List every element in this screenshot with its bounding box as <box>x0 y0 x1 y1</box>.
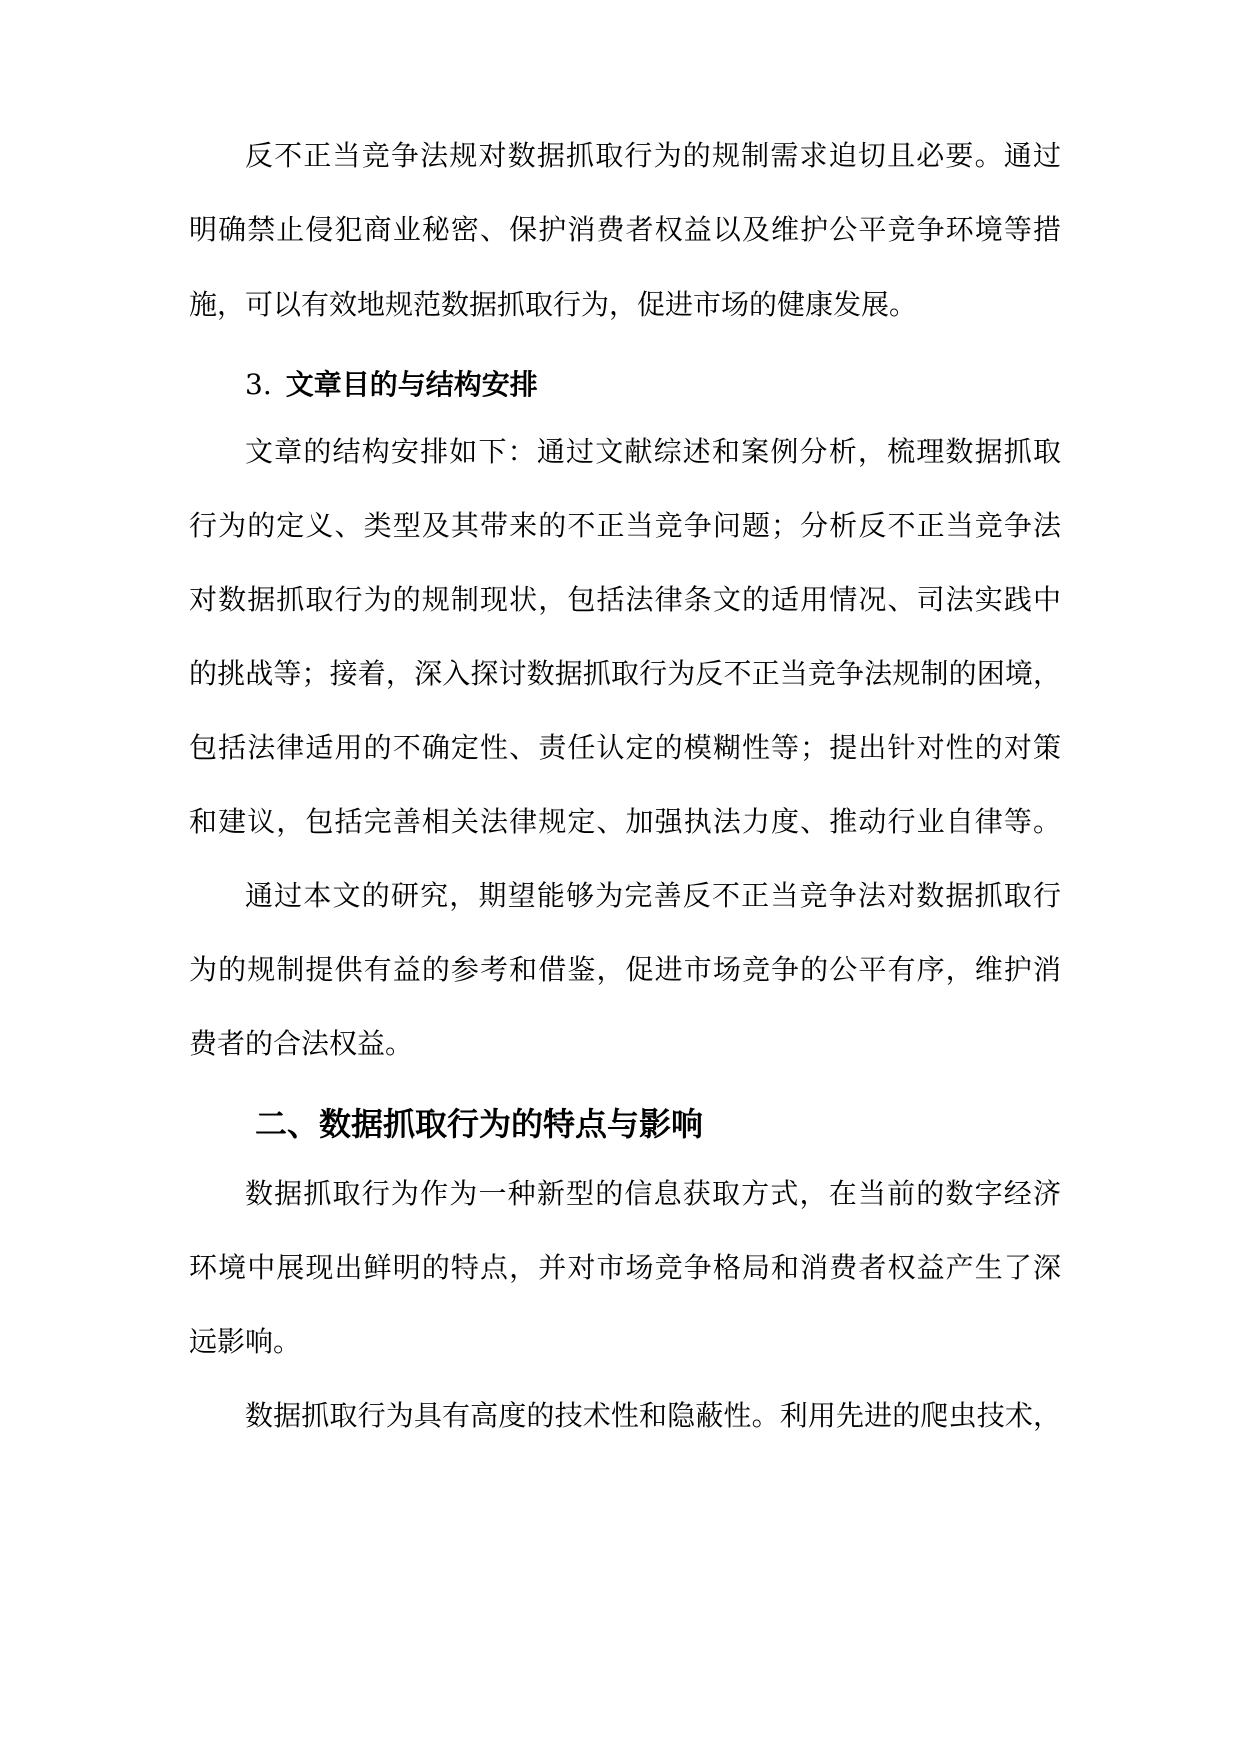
paragraph-line: 环境中展现出鲜明的特点，并对市场竞争格局和消费者权益产生了深 <box>189 1251 1061 1284</box>
paragraph-line: 反不正当竞争法规对数据抓取行为的规制需求迫切且必要。通过 <box>245 139 1061 172</box>
paragraph-line: 文章的结构安排如下：通过文献综述和案例分析，梳理数据抓取 <box>245 435 1061 468</box>
section-heading: 二、数据抓取行为的特点与影响 <box>255 1105 704 1143</box>
paragraph-line: 包括法律适用的不确定性、责任认定的模糊性等；提出针对性的对策 <box>189 731 1061 764</box>
subsection-title: 文章目的与结构安排 <box>285 368 538 401</box>
paragraph-line: 通过本文的研究，期望能够为完善反不正当竞争法对数据抓取行 <box>245 879 1061 912</box>
paragraph-line: 费者的合法权益。 <box>189 1027 414 1060</box>
paragraph-line: 行为的定义、类型及其带来的不正当竞争问题；分析反不正当竞争法 <box>189 509 1061 542</box>
paragraph-line: 数据抓取行为具有高度的技术性和隐蔽性。利用先进的爬虫技术， <box>245 1399 1061 1432</box>
paragraph-line: 的挑战等；接着，深入探讨数据抓取行为反不正当竞争法规制的困境， <box>189 657 1061 690</box>
subsection-number: 3. <box>245 368 272 401</box>
paragraph-line: 和建议，包括完善相关法律规定、加强执法力度、推动行业自律等。 <box>189 805 1061 838</box>
paragraph-line: 数据抓取行为作为一种新型的信息获取方式，在当前的数字经济 <box>245 1177 1061 1210</box>
paragraph-line: 远影响。 <box>189 1325 302 1358</box>
paragraph-line: 明确禁止侵犯商业秘密、保护消费者权益以及维护公平竞争环境等措 <box>189 213 1061 246</box>
paragraph-line: 为的规制提供有益的参考和借鉴，促进市场竞争的公平有序，维护消 <box>189 953 1061 986</box>
paragraph-line: 施，可以有效地规范数据抓取行为，促进市场的健康发展。 <box>189 288 918 321</box>
subsection-heading <box>245 367 538 403</box>
paragraph-line: 对数据抓取行为的规制现状，包括法律条文的适用情况、司法实践中 <box>189 583 1061 616</box>
